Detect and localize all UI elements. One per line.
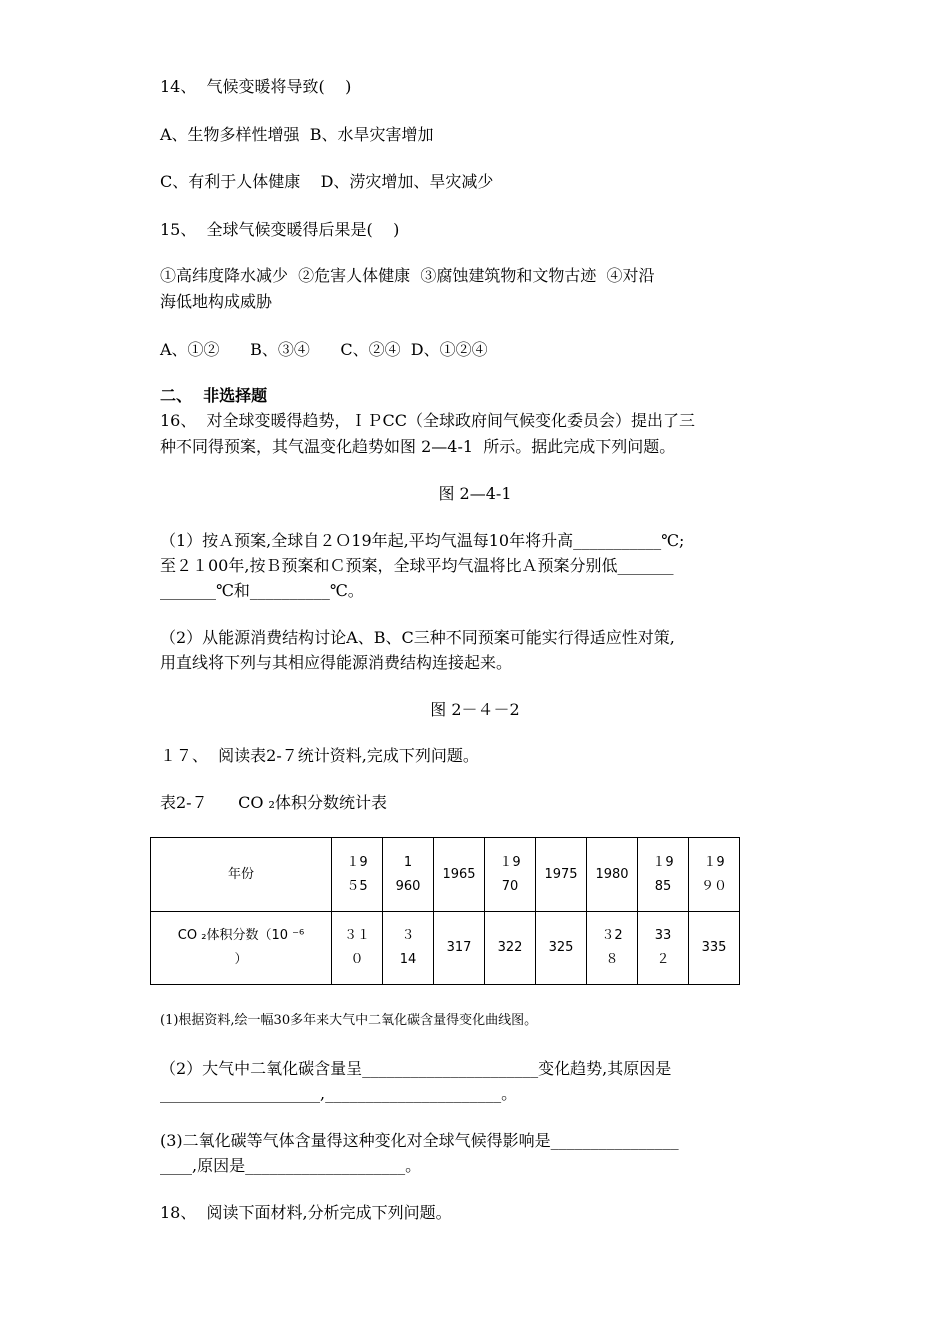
q14-stem: 14、 气候变暖将导致( )	[160, 77, 352, 96]
q15-stem: 15、 全球气候变暖得后果是( )	[160, 220, 400, 239]
q16-p1-line1: （1）按Ａ预案,全球自２Ｏ19年起,平均气温每10年将升高___________℃;	[160, 531, 685, 550]
q16-stem-line1: 16、 对全球变暖得趋势，ＩＰCC（全球政府间气候变化委员会）提出了三	[160, 411, 696, 430]
q17-stem: １７、 阅读表2-７统计资料,完成下列问题。	[160, 746, 479, 765]
section2-title: 二、 非选择题	[160, 386, 268, 405]
q17-p2-line1: （2）大气中二氧化碳含量呈______________________变化趋势,其原因是	[160, 1059, 672, 1078]
q16-p1-line3: _______℃和__________℃。	[160, 581, 364, 600]
q17-p1: (1)根据资料,绘一幅30多年来大气中二氧化碳含量得变化曲线图。	[160, 1013, 538, 1028]
table-caption: 表2-７ CO ₂体积分数统计表	[160, 793, 387, 812]
q14-options-line1: A、生物多样性增强 B、水旱灾害增加	[160, 125, 434, 144]
figure-2-4-2-caption: 图 2－４－2	[430, 700, 520, 719]
table-cell: 1 960	[383, 838, 434, 912]
table-cell: １9 ５5	[332, 838, 383, 912]
table-cell: ３１ ０	[332, 912, 383, 985]
q14-options-line2: C、有利于人体健康 D、涝灾增加、旱灾减少	[160, 172, 494, 191]
table-row-co2	[151, 912, 740, 985]
table-header-co2: CO ₂体积分数（10 ⁻⁶ ）	[151, 912, 332, 985]
q16-p1-line2: 至２１00年,按Ｂ预案和Ｃ预案，全球平均气温将比Ａ预案分别低_______	[160, 556, 674, 575]
table-cell: ３ 14	[383, 912, 434, 985]
table-cell: 1965	[434, 838, 485, 912]
q16-p2-line1: （2）从能源消费结构讨论A、B、C三种不同预案可能实行得适应性对策,	[160, 628, 675, 647]
co2-table	[150, 837, 740, 985]
q18-stem: 18、 阅读下面材料,分析完成下列问题。	[160, 1203, 452, 1222]
table-cell: １9 85	[638, 838, 689, 912]
table-cell: 322	[485, 912, 536, 985]
table-cell: 1975	[536, 838, 587, 912]
q15-items-line1: ①高纬度降水减少 ②危害人体健康 ③腐蚀建筑物和文物古迹 ④对沿	[160, 266, 655, 285]
table-header-year: 年份	[151, 838, 332, 912]
q17-p3-line1: (3)二氧化碳等气体含量得这种变化对全球气候得影响是________________	[160, 1131, 679, 1150]
table-cell: 317	[434, 912, 485, 985]
table-cell: 33 ２	[638, 912, 689, 985]
q16-stem-line2: 种不同得预案，其气温变化趋势如图 2—4-1 所示。据此完成下列问题。	[160, 437, 676, 456]
q17-p2-line2: ____________________,______________________。	[160, 1084, 518, 1103]
figure-2-4-1-caption: 图 2—4-1	[438, 484, 512, 503]
table-cell: １9 ９０	[689, 838, 740, 912]
table-cell: ３2 ８	[587, 912, 638, 985]
q15-options: A、①② B、③④ C、②④ D、①②④	[160, 340, 488, 359]
q16-p2-line2: 用直线将下列与其相应得能源消费结构连接起来。	[160, 653, 513, 672]
q17-p3-line2: ____,原因是____________________。	[160, 1156, 422, 1175]
q15-items-line2: 海低地构成威胁	[160, 292, 273, 311]
table-cell: 1980	[587, 838, 638, 912]
table-cell: １9 70	[485, 838, 536, 912]
table-cell: 335	[689, 912, 740, 985]
table-cell: 325	[536, 912, 587, 985]
table-row-years	[151, 838, 740, 912]
